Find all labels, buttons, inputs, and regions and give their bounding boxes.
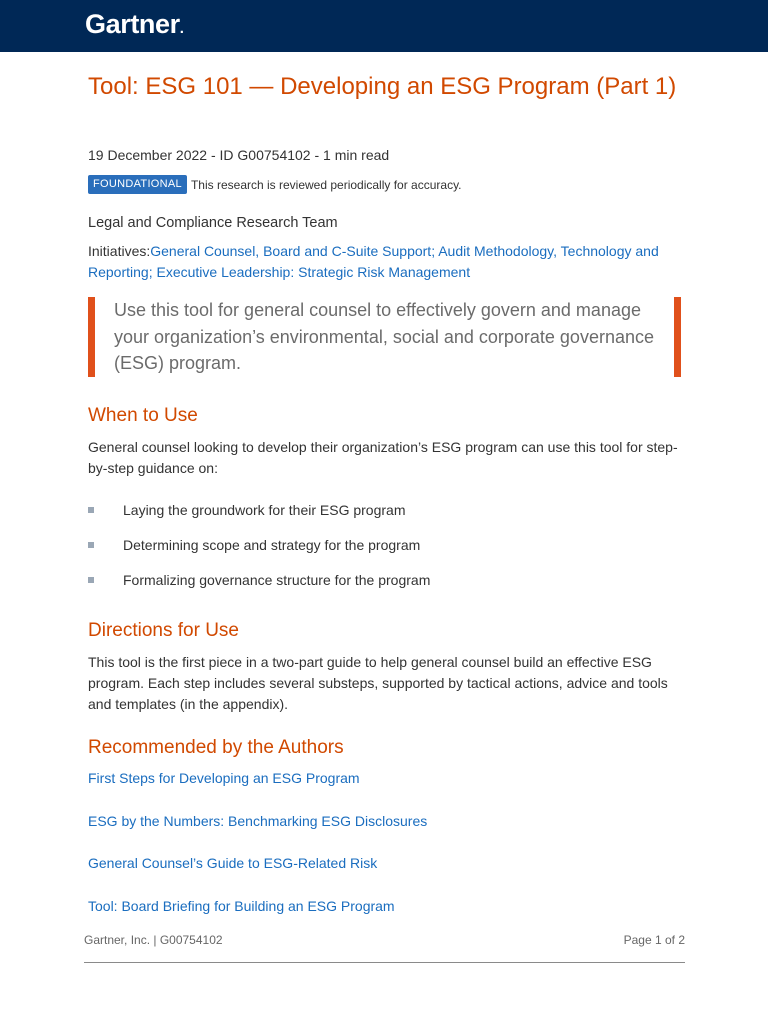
when-to-use-intro: General counsel looking to develop their organization’s ESG program can use this tool for step-by-step guidance on: — [88, 439, 678, 476]
footer-id: Gartner, Inc. | G00754102 — [84, 933, 223, 947]
gartner-logo[interactable] — [85, 9, 184, 40]
recommended-link[interactable]: ESG by the Numbers: Benchmarking ESG Disclosures — [88, 812, 428, 829]
recommended-link[interactable]: First Steps for Developing an ESG Program — [88, 770, 360, 786]
bullet-square-icon — [88, 507, 94, 513]
foundational-badge: FOUNDATIONAL — [88, 175, 187, 194]
list-item-text: Determining scope and strategy for the program — [123, 537, 421, 553]
list-item — [88, 570, 678, 605]
directions-heading: Directions for Use — [88, 620, 239, 641]
page-number: Page 1 of 2 — [623, 933, 685, 947]
recommended-link[interactable]: Tool: Board Briefing for Building an ESG Program — [88, 897, 395, 914]
page-footer — [84, 933, 685, 947]
recommended-heading: Recommended by the Authors — [88, 737, 344, 758]
summary-callout — [88, 297, 681, 377]
logo-dot: . — [179, 20, 184, 37]
logo-text: Gartner — [85, 9, 180, 39]
callout-text: Use this tool for general counsel to effectively govern and manage your organization’s environmental, social and corporate governance (ESG) program. — [114, 300, 654, 373]
initiatives — [88, 241, 678, 283]
list-item — [88, 535, 678, 570]
research-team: Legal and Compliance Research Team — [88, 215, 338, 231]
recommended-link[interactable]: General Counsel’s Guide to ESG-Related Risk — [88, 855, 378, 871]
footer-divider — [84, 962, 685, 963]
callout-right-bar — [674, 297, 681, 377]
list-item-text: Formalizing governance structure for the program — [123, 572, 431, 588]
when-to-use-heading: When to Use — [88, 405, 198, 426]
top-header-bar — [0, 0, 768, 52]
bullet-square-icon — [88, 577, 94, 583]
recommended-links — [88, 768, 678, 938]
initiatives-label: Initiatives: — [88, 243, 151, 259]
list-item-text: Laying the groundwork for their ESG program — [123, 502, 406, 518]
directions-text: This tool is the first piece in a two-part guide to help general counsel build an effective ESG program. Each step includes several substeps, supported by tactical actions, advice and tools and templates (in the appendix). — [88, 654, 668, 712]
badge-note: This research is reviewed periodically for accuracy. — [190, 177, 462, 192]
callout-left-bar — [88, 297, 95, 377]
document-title: Tool: ESG 101 — Developing an ESG Program (Part 1) — [88, 73, 677, 100]
initiatives-links[interactable]: General Counsel, Board and C-Suite Support; Audit Methodology, Technology and Reporting; Executive Leadership: Strategic Risk Management — [88, 243, 659, 280]
when-to-use-list — [88, 500, 678, 605]
badge-row — [88, 175, 462, 194]
document-meta: 19 December 2022 - ID G00754102 - 1 min read — [88, 147, 390, 163]
list-item — [88, 500, 678, 535]
bullet-square-icon — [88, 542, 94, 548]
